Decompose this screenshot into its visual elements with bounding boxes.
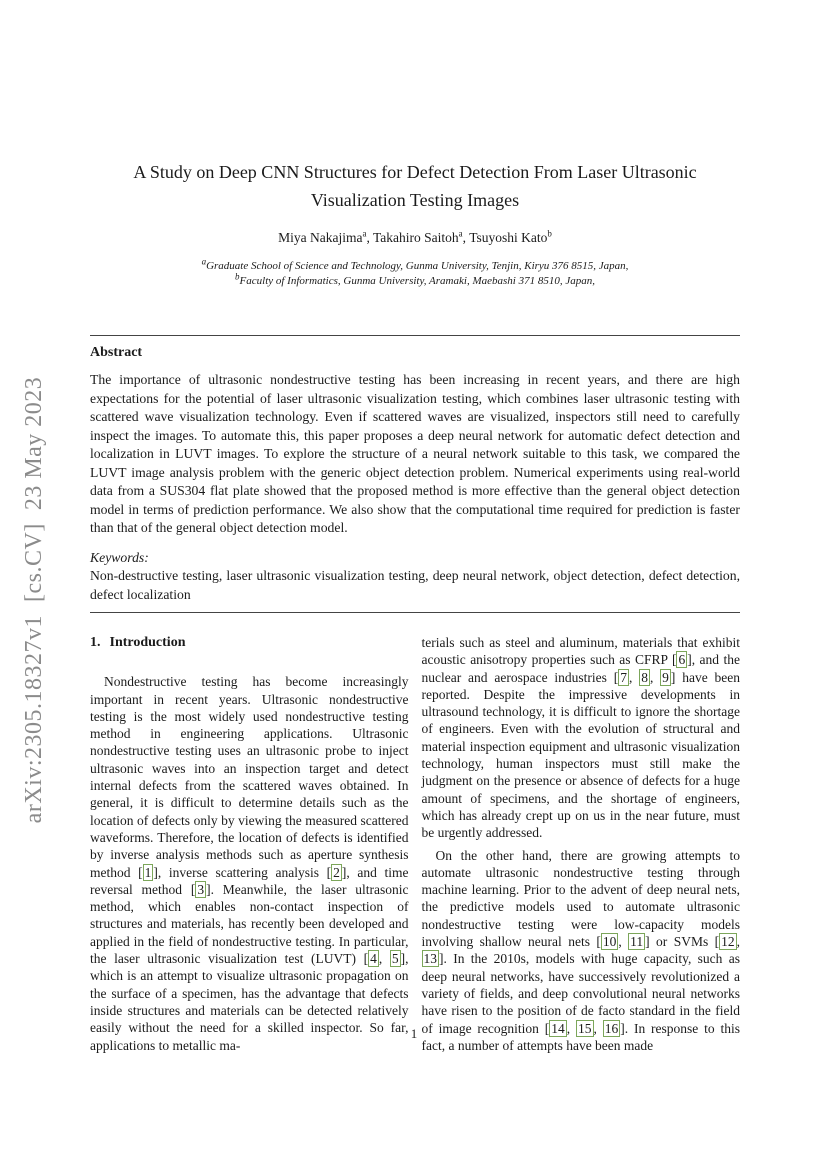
abstract-heading: Abstract	[90, 345, 143, 360]
affiliation-block	[90, 256, 740, 289]
citation-ref[interactable]: 8	[641, 669, 648, 685]
keywords-text: Non-destructive testing, laser ultrasonic visualization testing, deep neural network, object detection, defect detection, defect localization	[90, 568, 740, 602]
author-line: Miya Nakajima$^a$, Takahiro Saitoh$^a$, Tsuyoshi Kato$^b$	[278, 228, 552, 245]
paper-title	[90, 158, 740, 214]
intro-paragraph-right-2: On the other hand, there are growing attempts to automate ultrasonic nondestructive testing through machine learning. Prior to the advent of deep neural nets, the predictive models used to automate ultrasonic nondestructive testing were low-capacity models involving shallow neural nets [ 10 , 11 ] or SVMs [ 12 , 13 ]. In the 2010s, models with huge capacity, such as deep neural networks, have successively revolutionized a variety of fields, and deep convolutional neural networks have risen to the position of de facto standard in the field of image recognition [ 14 , 15 , 16 ]. In response to this fact, a number of attempts have been made	[421, 847, 741, 1053]
arxiv-watermark: arXiv:2305.18327v1 [cs.CV] 23 May 2023	[21, 376, 47, 824]
abstract-top-rule	[90, 335, 740, 336]
page-number: 1	[410, 1026, 418, 1041]
keywords-heading: Keywords:	[90, 549, 149, 565]
citation-ref[interactable]: 5	[391, 951, 399, 967]
section-number: 1.	[90, 635, 101, 650]
citation-ref[interactable]: 9	[662, 669, 669, 685]
author-name: Miya Nakajima	[278, 230, 363, 245]
citation-ref[interactable]: 7	[620, 669, 627, 685]
affiliation-mark: b	[235, 271, 240, 282]
citation-ref[interactable]: 3	[197, 881, 205, 897]
author-name: Tsuyoshi Kato	[469, 230, 548, 245]
right-column	[422, 634, 741, 1054]
two-column-body	[90, 634, 740, 1054]
citation-ref[interactable]: 15	[578, 1020, 592, 1036]
citation-ref[interactable]: 10	[602, 934, 617, 950]
citation-ref[interactable]: 16	[604, 1020, 619, 1036]
author-affiliation-mark: b	[547, 228, 552, 239]
keywords-block	[90, 549, 740, 605]
abstract-bottom-rule	[90, 612, 740, 613]
citation-ref[interactable]: 14	[551, 1020, 565, 1036]
intro-paragraph-left: Nondestructive testing has become increasingly important in recent years. Ultrasonic nondestructive testing is the most widely used nondestructive testing method in engineering applications. Ultrasonic nondestructive testing uses an ultrasonic probe to inject ultrasonic waves into an inspection target and detect internal defects from the scattered waves obtained. In general, it is difficult to determine details such as the location of defects only by viewing the measured scattered waveforms. Therefore, the location of defects is identified by inverse analysis methods such as aperture synthesis method [ 1 ], inverse scattering analysis [ 2 ], and time reversal method [ 3 ]. Meanwhile, the laser ultrasonic method, which enables non-contact inspection of structures and materials, has recently been developed and applied in the field of nondestructive testing. In particular, the laser ultrasonic visualization test (LUVT) [ 4 , 5 ], which is an attempt to visualize ultrasonic propagation on the surface of a specimen, has the advantage that defects inside structures and materials can be detected relatively easily without the need for a skilled inspector. So far, applications to metallic ma-	[90, 674, 409, 1053]
author-affiliation-mark: a	[458, 228, 463, 239]
affiliation-mark: a	[201, 256, 207, 267]
affiliation-line: $^a$Graduate School of Science and Technology, Gunma University, Tenjin, Kiryu 376 8515, Japan,	[201, 256, 629, 272]
paper-content	[90, 0, 740, 1054]
affiliation-line: $^b$Faculty of Informatics, Gunma University, Aramaki, Maebashi 371 8510, Japan,	[235, 271, 595, 287]
intro-paragraph-right-1: terials such as steel and aluminum, materials that exhibit acoustic anisotropy properties such as CFRP [ 6 ], and the nuclear and aerospace industries [ 7 , 8 , 9 ] have been reported. Despite the impressive developments in ultrasound technology, it is difficult to ignore the shortage of engineers. Even with the evolution of structural and material inspection equipment and ultrasonic visualization technology, human inspectors must still make the judgment on the presence or absence of defects for a huge amount of specimens, and the shortage of engineers, which has already crept up on us in the near future, must be urgently addressed.	[421, 635, 741, 841]
abstract-text: The importance of ultrasonic nondestructive testing has been increasing in recent years, and there are high expectations for the potential of laser ultrasonic visualization testing, which combines laser ultrasonic testing with scattered wave visualization technology. Even if scattered waves are visualized, inspectors still need to carefully inspect the images. To automate this, this paper proposes a deep neural network for automatic defect detection and localization in LUVT images. To explore the structure of a neural network suitable to this task, we compared the LUVT image analysis problem with the generic object detection problem. Numerical experiments using real-world data from a SUS304 flat plate showed that the proposed method is more effective than the general object detection model in terms of prediction performance. We also show that the computational time required for prediction is faster than that of the general object detection model.	[90, 372, 740, 535]
section-heading-introduction	[90, 634, 409, 651]
citation-ref[interactable]: 11	[630, 934, 644, 950]
author-affiliation-mark: a	[362, 228, 367, 239]
citation-ref[interactable]: 13	[423, 951, 437, 967]
citation-ref[interactable]: 6	[678, 652, 686, 668]
paper-title-line1: A Study on Deep CNN Structures for Defect Detection From Laser Ultrasonic	[133, 162, 697, 182]
citation-ref[interactable]: 2	[333, 864, 340, 880]
citation-ref[interactable]: 12	[721, 934, 735, 950]
citation-ref[interactable]: 4	[370, 951, 377, 967]
section-title: Introduction	[109, 635, 186, 650]
left-column	[90, 634, 409, 1054]
citation-ref[interactable]: 1	[144, 864, 152, 880]
paper-title-line2: Visualization Testing Images	[310, 190, 520, 210]
author-name: Takahiro Saitoh	[373, 230, 459, 245]
